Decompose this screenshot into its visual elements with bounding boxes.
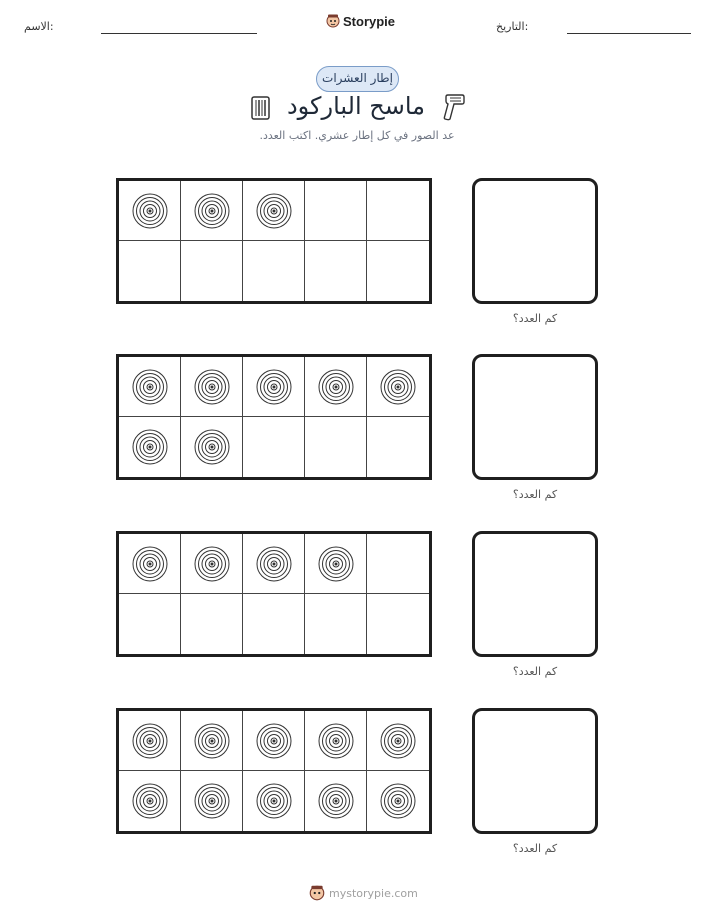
concentric-circles-icon — [131, 545, 169, 583]
instructions: عد الصور في كل إطار عشري. اكتب العدد. — [259, 129, 455, 142]
ten-frame-cell — [305, 711, 367, 771]
ten-frame-cell — [367, 594, 429, 654]
ten-frame-cell — [119, 594, 181, 654]
ten-frame-cell — [367, 711, 429, 771]
ten-frame-cell — [119, 357, 181, 417]
ten-frame-cell — [243, 357, 305, 417]
concentric-circles-icon — [317, 782, 355, 820]
ten-frame-cell — [243, 241, 305, 301]
concentric-circles-icon — [255, 192, 293, 230]
answer-prompt: كم العدد؟ — [512, 488, 558, 501]
ten-frame-cell — [119, 181, 181, 241]
concentric-circles-icon — [255, 782, 293, 820]
concentric-circles-icon — [379, 782, 417, 820]
ten-frame-cell — [181, 241, 243, 301]
page-title: ماسح الباركود — [286, 92, 426, 120]
ten-frame-cell — [305, 534, 367, 594]
ten-frame-cell — [181, 181, 243, 241]
ten-frame-cell — [367, 534, 429, 594]
date-line[interactable] — [567, 33, 691, 34]
ten-frame-cell — [367, 771, 429, 831]
concentric-circles-icon — [131, 368, 169, 406]
answer-box[interactable] — [472, 531, 598, 657]
ten-frame-cell — [181, 771, 243, 831]
ten-frame-cell — [181, 417, 243, 477]
storypie-mascot-icon — [309, 884, 325, 902]
ten-frame-cell — [119, 711, 181, 771]
concentric-circles-icon — [131, 192, 169, 230]
ten-frame-cell — [243, 711, 305, 771]
answer-prompt: كم العدد؟ — [512, 842, 558, 855]
footer-url[interactable]: mystorypie.com — [329, 886, 418, 900]
ten-frame-cell — [181, 357, 243, 417]
concentric-circles-icon — [193, 545, 231, 583]
ten-frame-cell — [119, 241, 181, 301]
answer-prompt: كم العدد؟ — [512, 665, 558, 678]
ten-frame — [116, 178, 432, 304]
concentric-circles-icon — [317, 368, 355, 406]
ten-frame — [116, 531, 432, 657]
brand-name: Storypie — [343, 13, 396, 29]
concentric-circles-icon — [379, 368, 417, 406]
ten-frame — [116, 354, 432, 480]
concentric-circles-icon — [131, 782, 169, 820]
concentric-circles-icon — [193, 192, 231, 230]
ten-frame-cell — [181, 594, 243, 654]
ten-frame-cell — [367, 241, 429, 301]
concentric-circles-icon — [193, 368, 231, 406]
ten-frame-cell — [243, 771, 305, 831]
ten-frame-cell — [367, 181, 429, 241]
ten-frame — [116, 708, 432, 834]
answer-prompt: كم العدد؟ — [512, 312, 558, 325]
ten-frame-cell — [305, 417, 367, 477]
name-line[interactable] — [101, 33, 257, 34]
ten-frame-cell — [305, 357, 367, 417]
concentric-circles-icon — [193, 782, 231, 820]
ten-frame-cell — [243, 534, 305, 594]
footer — [309, 884, 418, 902]
concentric-circles-icon — [255, 368, 293, 406]
answer-box[interactable] — [472, 178, 598, 304]
ten-frame-cell — [243, 181, 305, 241]
concentric-circles-icon — [317, 722, 355, 760]
date-label: التاريخ: — [496, 20, 529, 33]
barcode-book-icon — [250, 95, 272, 125]
ten-frame-cell — [119, 417, 181, 477]
ten-frame-cell — [243, 594, 305, 654]
storypie-logo — [326, 13, 395, 29]
concentric-circles-icon — [131, 722, 169, 760]
topic-badge: إطار العشرات — [316, 66, 399, 92]
concentric-circles-icon — [255, 545, 293, 583]
ten-frame-cell — [181, 711, 243, 771]
ten-frame-cell — [305, 241, 367, 301]
ten-frame-cell — [305, 771, 367, 831]
answer-box[interactable] — [472, 708, 598, 834]
concentric-circles-icon — [317, 545, 355, 583]
concentric-circles-icon — [193, 428, 231, 466]
ten-frame-cell — [367, 417, 429, 477]
concentric-circles-icon — [131, 428, 169, 466]
ten-frame-cell — [119, 771, 181, 831]
ten-frame-cell — [305, 594, 367, 654]
name-label: الاسم: — [24, 20, 54, 33]
concentric-circles-icon — [193, 722, 231, 760]
concentric-circles-icon — [255, 722, 293, 760]
ten-frame-cell — [119, 534, 181, 594]
answer-box[interactable] — [472, 354, 598, 480]
barcode-scanner-icon — [440, 92, 466, 126]
storypie-mascot-icon — [326, 13, 340, 29]
ten-frame-cell — [305, 181, 367, 241]
ten-frame-cell — [181, 534, 243, 594]
ten-frame-cell — [243, 417, 305, 477]
concentric-circles-icon — [379, 722, 417, 760]
ten-frame-cell — [367, 357, 429, 417]
